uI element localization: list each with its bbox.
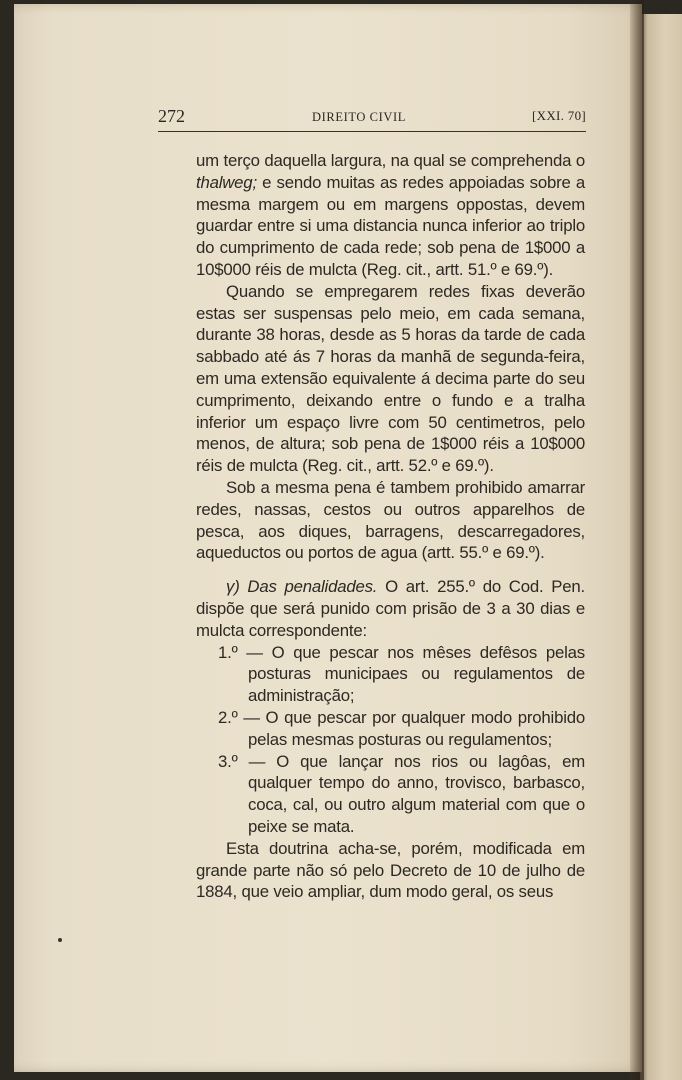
italic-term: thalweg; bbox=[196, 172, 257, 192]
list-item: 1.º — O que pescar nos mêses defêsos pelas posturas municipaes ou regulamentos de administração; bbox=[218, 642, 585, 706]
list-item: 3.º — O que lançar nos rios ou lagôas, em qualquer tempo do anno, trovisco, barbasco, coca, cal, ou outro algum material com que o peixe se mata. bbox=[218, 751, 585, 836]
section-reference: [XXI. 70] bbox=[532, 108, 586, 123]
page-number: 272 bbox=[158, 106, 185, 126]
section-gap bbox=[196, 564, 585, 576]
paragraph-5: Esta doutrina acha-se, porém, modificada em grande parte não só pelo Decreto de 10 de julho de 1884, que veio ampliar, dum modo geral, os seus bbox=[196, 838, 585, 902]
facing-page-edge bbox=[640, 14, 682, 1080]
list-item: 2.º — O que pescar por qualquer modo prohibido pelas mesmas posturas ou regulamentos; bbox=[218, 707, 585, 749]
header-rule bbox=[158, 131, 586, 132]
section-heading: γ) Das penalidades. bbox=[226, 577, 378, 597]
paragraph-3: Sob a mesma pena é tambem prohibido amarrar redes, nassas, cestos ou outros apparelhos de pesca, aos diques, barragens, descarregadores, aqueductos ou portos de agua (artt. 55.º e 69.º). bbox=[196, 477, 585, 563]
body-text bbox=[196, 150, 585, 903]
running-title: DIREITO CIVIL bbox=[312, 110, 407, 124]
paragraph-1: um terço daquella largura, na qual se comprehenda o thalweg; e sendo muitas as redes appoiadas sobre a mesma margem ou em margens oppostas, devem guardar entre si uma distancia nunca inferior ao triplo do cumprimento de cada rede; sob pena de 1$000 a 10$000 réis de mulcta (Reg. cit., artt. 51.º e 69.º). bbox=[196, 151, 585, 279]
ink-speck bbox=[58, 938, 62, 942]
paragraph-4: γ) Das penalidades. O art. 255.º do Cod. Pen. dispõe que será punido com prisão de 3 a 30 dias e mulcta correspondente: bbox=[196, 577, 585, 640]
gutter-shadow bbox=[630, 0, 644, 1080]
page-header bbox=[158, 106, 586, 128]
paragraph-2: Quando se empregarem redes fixas deverão estas ser suspensas pelo meio, em cada semana, durante 38 horas, desde as 5 horas da tarde de cada sabbado até ás 7 horas da manhã de segunda-feira, em uma extensão equivalente á decima parte do seu cumprimento, deixando entre o fundo e a tralha inferior um espaço livre com 50 centimetros, pelo menos, de altura; sob pena de 1$000 réis a 10$000 réis de mulcta (Reg. cit., artt. 52.º e 69.º). bbox=[196, 281, 585, 476]
